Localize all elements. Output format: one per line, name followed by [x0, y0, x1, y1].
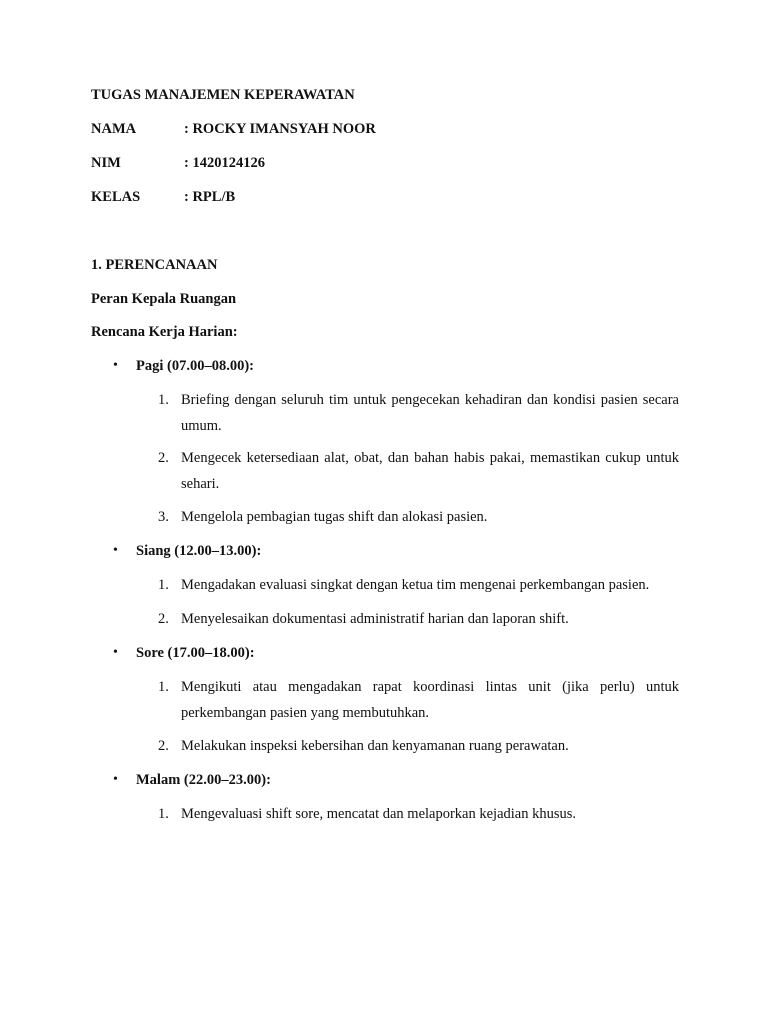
role-heading: Peran Kepala Ruangan — [91, 291, 237, 307]
bullet-sore: • — [113, 645, 118, 660]
field-value-nim: : 1420124126 — [184, 155, 265, 171]
period-sore: Sore (17.00–18.00): — [136, 645, 255, 661]
period-malam: Malam (22.00–23.00): — [136, 772, 271, 788]
item-number: 1. — [158, 392, 169, 408]
bullet-pagi: • — [113, 358, 118, 373]
item-number: 2. — [158, 611, 169, 627]
bullet-malam: • — [113, 772, 118, 787]
list-item-text: Mengadakan evaluasi singkat dengan ketua tim mengenai perkembangan pasien. — [181, 577, 650, 593]
item-number: 2. — [158, 450, 169, 466]
list-item-text: Mengelola pembagian tugas shift dan alokasi pasien. — [181, 509, 488, 525]
list-item-text: Menyelesaikan dokumentasi administratif harian dan laporan shift. — [181, 611, 569, 627]
field-value-kelas: : RPL/B — [184, 189, 236, 205]
item-number: 3. — [158, 509, 169, 525]
field-label-nama: NAMA — [91, 121, 137, 137]
list-item-text: Mengecek ketersediaan alat, obat, dan bahan habis pakai, memastikan cukup untuk sehari. — [181, 450, 679, 492]
list-item-text: Briefing dengan seluruh tim untuk pengecekan kehadiran dan kondisi pasien secara umum. — [181, 392, 679, 434]
document-title: TUGAS MANAJEMEN KEPERAWATAN — [91, 87, 355, 103]
section-heading: 1. PERENCANAAN — [91, 257, 218, 273]
item-number: 1. — [158, 577, 169, 593]
item-number: 1. — [158, 679, 169, 695]
period-siang: Siang (12.00–13.00): — [136, 543, 262, 559]
plan-title: Rencana Kerja Harian: — [91, 324, 238, 340]
field-value-nama: : ROCKY IMANSYAH NOOR — [184, 121, 376, 137]
bullet-siang: • — [113, 543, 118, 558]
list-item-text: Melakukan inspeksi kebersihan dan kenyamanan ruang perawatan. — [181, 738, 569, 754]
list-item-text: Mengikuti atau mengadakan rapat koordinasi lintas unit (jika perlu) untuk perkembangan pasien yang membutuhkan. — [181, 679, 679, 721]
field-label-kelas: KELAS — [91, 189, 141, 205]
list-item-text: Mengevaluasi shift sore, mencatat dan melaporkan kejadian khusus. — [181, 806, 577, 822]
period-pagi: Pagi (07.00–08.00): — [136, 358, 254, 374]
item-number: 1. — [158, 806, 169, 822]
field-label-nim: NIM — [91, 155, 121, 171]
item-number: 2. — [158, 738, 169, 754]
